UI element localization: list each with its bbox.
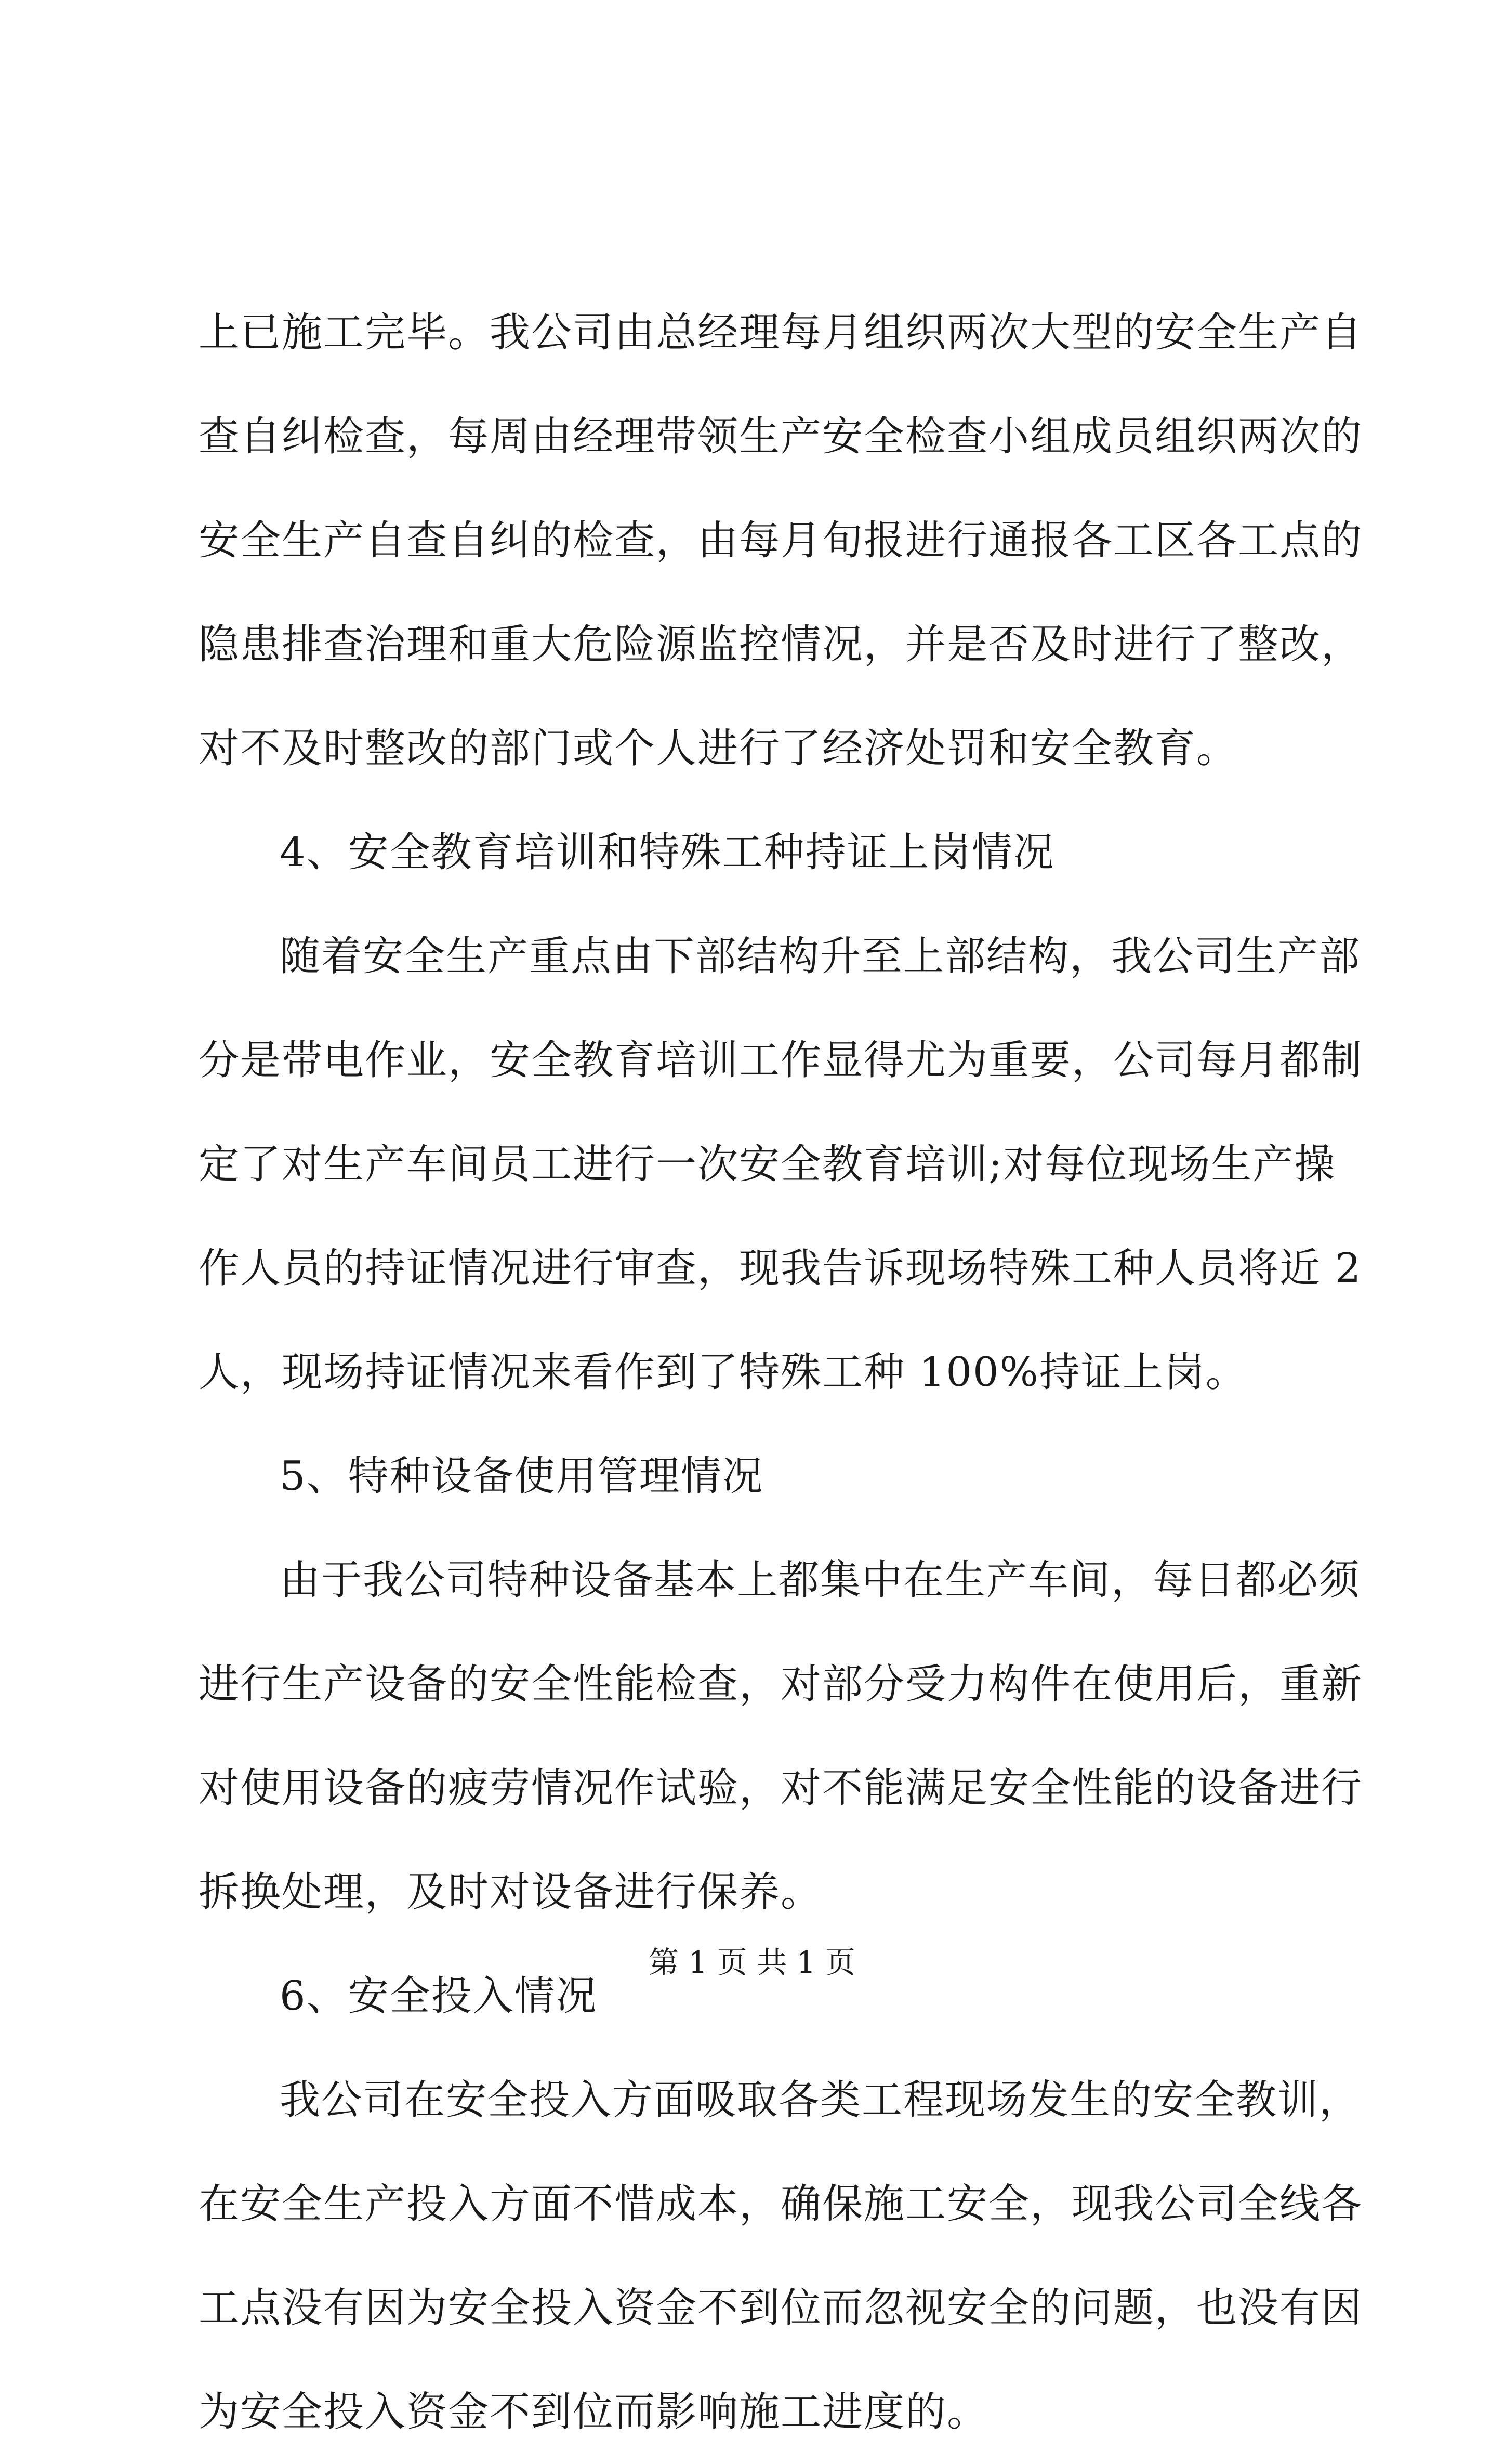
text-line: 我公司在安全投入方面吸取各类工程现场发生的安全教训， bbox=[280, 2077, 1361, 2124]
section-heading: 4、安全教育培训和特殊工种持证上岗情况 bbox=[280, 829, 1055, 876]
text-line: 进行生产设备的安全性能检查，对部分受力构件在使用后，重新 bbox=[199, 1661, 1363, 1708]
text-line: 对不及时整改的部门或个人进行了经济处罚和安全教育。 bbox=[199, 725, 1238, 772]
document-body bbox=[199, 281, 1363, 2464]
text-line: 查自纠检查，每周由经理带领生产安全检查小组成员组织两次的 bbox=[199, 413, 1363, 460]
page-footer: 第 1 页 共 1 页 bbox=[649, 1945, 855, 1980]
paragraph bbox=[199, 905, 1363, 1424]
section-heading: 6、安全投入情况 bbox=[280, 1973, 598, 2020]
paragraph bbox=[199, 2048, 1363, 2464]
text-line: 随着安全生产重点由下部结构升至上部结构，我公司生产部 bbox=[280, 933, 1361, 980]
text-line: 安全生产自查自纠的检查，由每月旬报进行通报各工区各工点的 bbox=[199, 517, 1363, 564]
text-line: 人，现场持证情况来看作到了特殊工种 100%持证上岗。 bbox=[199, 1349, 1247, 1396]
text-line: 在安全生产投入方面不惜成本，确保施工安全，现我公司全线各 bbox=[199, 2181, 1363, 2227]
text-line: 隐患排查治理和重大危险源监控情况，并是否及时进行了整改， bbox=[199, 621, 1363, 668]
text-line: 上已施工完毕。我公司由总经理每月组织两次大型的安全生产自 bbox=[199, 309, 1363, 356]
section-heading: 5、特种设备使用管理情况 bbox=[280, 1453, 764, 1500]
text-line: 定了对生产车间员工进行一次安全教育培训;对每位现场生产操 bbox=[199, 1141, 1336, 1188]
text-line: 分是带电作业，安全教育培训工作显得尤为重要，公司每月都制 bbox=[199, 1037, 1363, 1084]
text-line: 对使用设备的疲劳情况作试验，对不能满足安全性能的设备进行 bbox=[199, 1765, 1363, 1812]
text-line: 作人员的持证情况进行审查，现我告诉现场特殊工种人员将近 2 bbox=[199, 1245, 1362, 1292]
text-line: 为安全投入资金不到位而影响施工进度的。 bbox=[199, 2389, 989, 2435]
text-line: 拆换处理，及时对设备进行保养。 bbox=[199, 1869, 823, 1916]
text-line: 工点没有因为安全投入资金不到位而忽视安全的问题，也没有因 bbox=[199, 2285, 1363, 2331]
text-line: 由于我公司特种设备基本上都集中在生产车间，每日都必须 bbox=[280, 1557, 1361, 1604]
paragraph bbox=[199, 1528, 1363, 1944]
paragraph bbox=[199, 281, 1363, 801]
